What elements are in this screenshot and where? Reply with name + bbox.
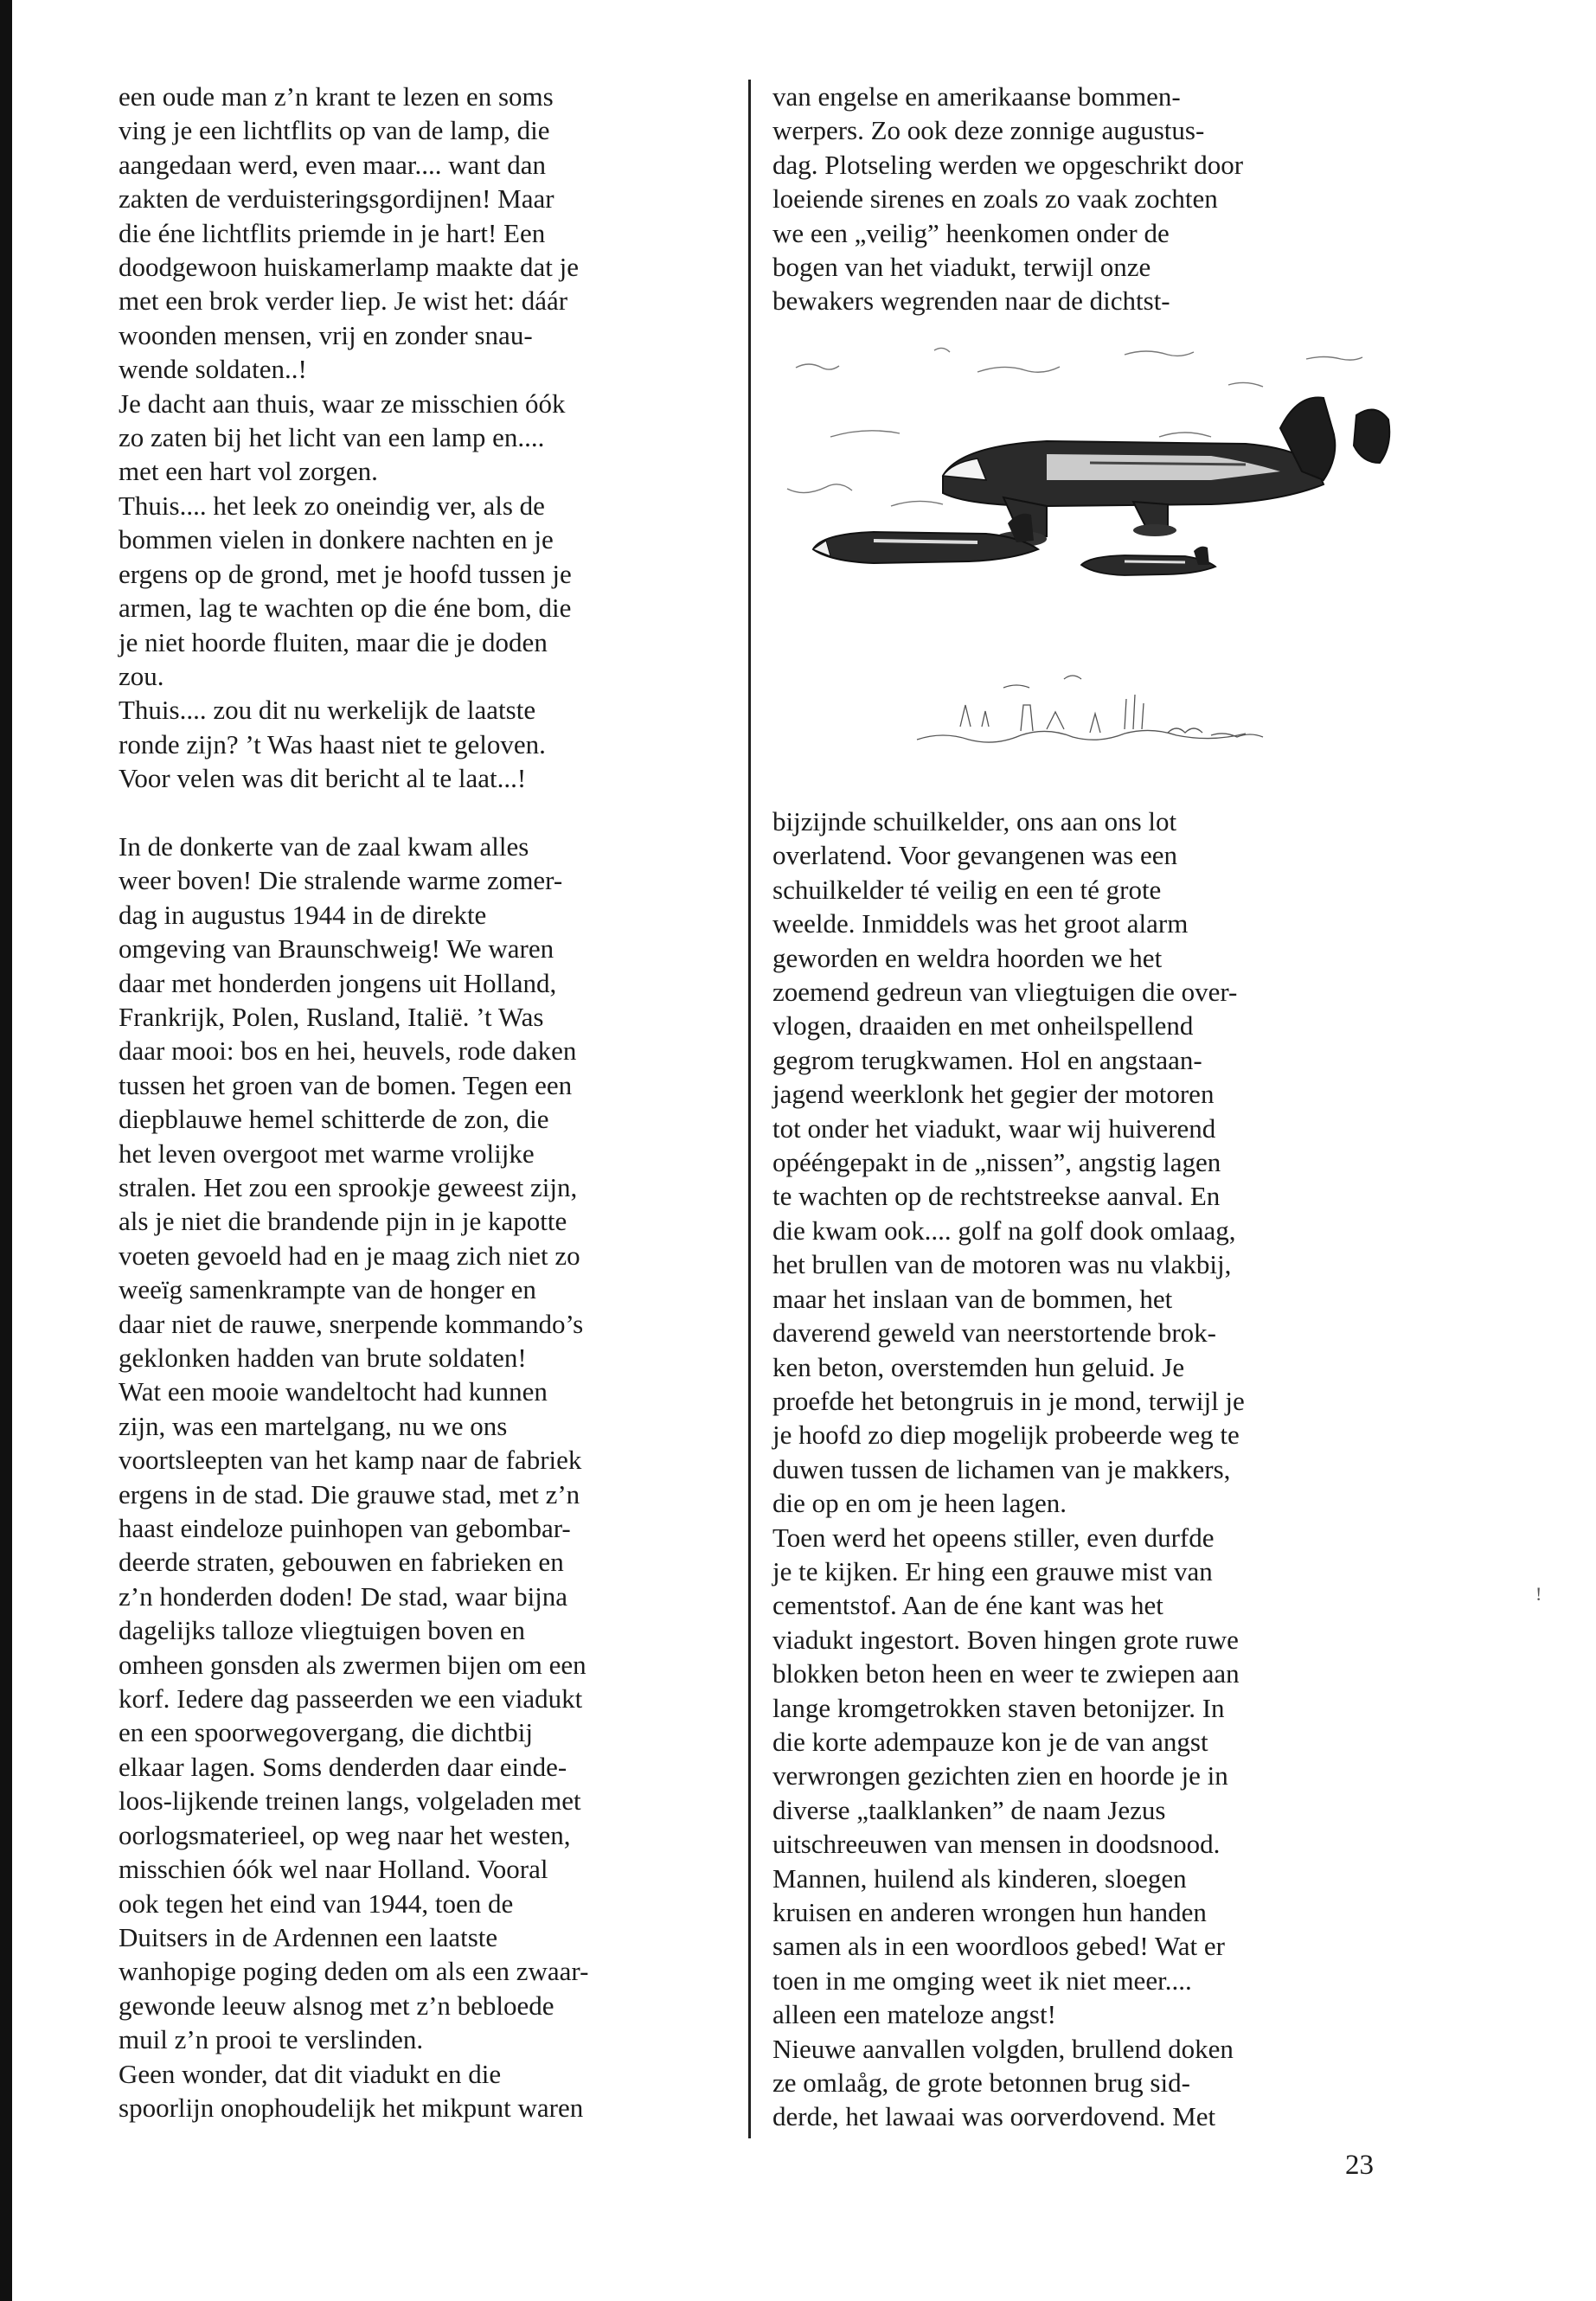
text-line: z’n honderden doden! De stad, waar bijna [119, 1580, 568, 1612]
text-line: deerde straten, gebouwen en fabrieken en [119, 1547, 564, 1578]
text-line: ook tegen het eind van 1944, toen de [119, 1888, 514, 1919]
text-line: Voor velen was dit bericht al te laat...! [119, 763, 527, 794]
text-line: opééngepakt in de „nissen”, angstig lagen [772, 1147, 1221, 1178]
page-number: 23 [1345, 2150, 1374, 2181]
text-line: ving je een lichtflits op van de lamp, die [119, 115, 550, 146]
scan-edge [0, 0, 12, 2301]
text-line: werpers. Zo ook deze zonnige augustus- [772, 115, 1205, 146]
text-line: spoorlijn onophoudelijk het mikpunt waren [119, 2092, 584, 2123]
text-line: en een spoorwegovergang, die dichtbij [119, 1717, 533, 1748]
text-line: loos-lijkende treinen langs, volgeladen met [119, 1785, 581, 1817]
text-line: korf. Iedere dag passeerden we een viadukt [119, 1683, 583, 1715]
text-line: ergens op de grond, met je hoofd tussen je [119, 558, 572, 589]
text-line: schuilkelder té veilig en een té grote [772, 874, 1162, 905]
text-line: Je dacht aan thuis, waar ze misschien óók [119, 388, 566, 419]
text-line: daar met honderden jongens uit Holland, [119, 967, 557, 998]
text-line: doodgewoon huiskamerlamp maakte dat je [119, 252, 580, 283]
text-line: het brullen van de motoren was nu vlakbij, [772, 1249, 1232, 1280]
text-line: gegrom terugkwamen. Hol en angstaan- [772, 1044, 1202, 1075]
text-line: van engelse en amerikaanse bommen- [772, 81, 1181, 112]
text-line: Wat een mooie wandeltocht had kunnen [119, 1376, 548, 1407]
text-line: tot onder het viadukt, waar wij huiverend [772, 1112, 1216, 1144]
column-rule [748, 80, 751, 2138]
text-line: muil z’n prooi te verslinden. [119, 2024, 424, 2055]
text-line: elkaar lagen. Soms denderden daar einde- [119, 1751, 567, 1782]
text-line: duwen tussen de lichamen van je makkers, [772, 1453, 1231, 1484]
text-line: daar niet de rauwe, snerpende kommando’s [119, 1308, 584, 1339]
text-line: een oude man z’n krant te lezen en soms [119, 81, 554, 112]
bomber-third [1081, 547, 1215, 575]
text-line: maar het inslaan van de bommen, het [772, 1283, 1173, 1314]
text-line: weeïg samenkrampte van de honger en [119, 1274, 536, 1305]
text-line: ken beton, overstemden hun geluid. Je [772, 1351, 1185, 1382]
text-line: die kwam ook.... golf na golf dook omlaag, [772, 1215, 1236, 1246]
text-line: zou. [119, 660, 164, 691]
text-line: jagend weerklonk het gegier der motoren [772, 1079, 1215, 1110]
text-line: we een „veilig” heenkomen onder de [772, 217, 1170, 248]
text-line: aangedaan werd, even maar.... want dan [119, 149, 547, 180]
text-line: dag. Plotseling werden we opgeschrikt door [772, 149, 1244, 180]
text-line: proefde het betongruis in je mond, terwijl je [772, 1385, 1245, 1416]
text-line: haast eindeloze puinhopen van gebombar- [119, 1513, 571, 1544]
text-line: daverend geweld van neerstortende brok- [772, 1317, 1216, 1349]
text-line: gewonde leeuw alsnog met z’n bebloede [119, 1990, 554, 2021]
text-line: wende soldaten..! [119, 354, 307, 385]
text-line: Geen wonder, dat dit viadukt en die [119, 2058, 502, 2089]
text-line: het leven overgoot met warme vrolijke [119, 1138, 535, 1169]
text-line: je te kijken. Er hing een grauwe mist van [772, 1555, 1213, 1586]
text-line: Nieuwe aanvallen volgden, brullend doken [772, 2033, 1234, 2064]
text-line: omgeving van Braunschweig! We waren [119, 933, 554, 965]
text-line: met een brok verder liep. Je wist het: dáár [119, 285, 568, 317]
text-line: weer boven! Die stralende warme zomer- [119, 865, 563, 896]
paragraph-gap [119, 796, 724, 830]
text-line: zoemend gedreun van vliegtuigen die over- [772, 977, 1238, 1008]
text-line: Toen werd het opeens stiller, even durfde [772, 1522, 1215, 1553]
text-line: voeten gevoeld had en je maag zich niet zo [119, 1240, 580, 1271]
text-line: zo zaten bij het licht van een lamp en.... [119, 422, 545, 453]
text-line: toen in me omging weet ik niet meer.... [772, 1965, 1192, 1996]
text-line: uitschreeuwen van mensen in doodsnood. [772, 1829, 1221, 1860]
text-line: die korte adempauze kon je de van angst [772, 1726, 1208, 1757]
text-line: armen, lag te wachten op die éne bom, die [119, 593, 572, 624]
text-line: wanhopige poging deden om als een zwaar- [119, 1956, 589, 1987]
text-line: loeiende sirenes en zoals zo vaak zochten [772, 183, 1218, 215]
text-line: diepblauwe hemel schitterde de zon, die [119, 1104, 549, 1135]
text-line: viadukt ingestort. Boven hingen grote ruwe [772, 1624, 1239, 1655]
text-line: je hoofd zo diep mogelijk probeerde weg te [772, 1420, 1240, 1451]
text-line: ronde zijn? ’t Was haast niet te geloven. [119, 728, 546, 760]
text-line: overlatend. Voor gevangenen was een [772, 840, 1177, 871]
text-line: bewakers wegrenden naar de dichtst- [772, 285, 1170, 317]
margin-mark: ! [1535, 1583, 1542, 1605]
text-line: Thuis.... het leek zo oneindig ver, als de [119, 490, 545, 521]
text-line: diverse „taalklanken” de naam Jezus [772, 1794, 1166, 1825]
text-line: tussen het groen van de bomen. Tegen een [119, 1069, 573, 1100]
text-line: kruisen en anderen wrongen hun handen [772, 1897, 1207, 1927]
text-line: Frankrijk, Polen, Rusland, Italië. ’t Was [119, 1001, 544, 1032]
text-line: die op en om je heen lagen. [772, 1488, 1067, 1519]
text-line: voortsleepten van het kamp naar de fabriek [119, 1445, 582, 1476]
text-line: alleen een mateloze angst! [772, 1999, 1056, 2030]
right-column-bottom [772, 804, 1395, 2134]
text-line: zijn, was een martelgang, nu we ons [119, 1410, 508, 1441]
text-line: bogen van het viadukt, terwijl onze [772, 252, 1151, 283]
text-line: als je niet die brandende pijn in je kapotte [119, 1206, 567, 1237]
text-line: weelde. Inmiddels was het groot alarm [772, 908, 1189, 939]
text-line: geworden en weldra hoorden we het [772, 942, 1163, 973]
text-line: bommen vielen in donkere nachten en je [119, 524, 554, 555]
text-line: geklonken hadden van brute soldaten! [119, 1343, 527, 1374]
text-line: In de donkerte van de zaal kwam alles [119, 830, 529, 862]
text-line: samen als in een woordloos gebed! Wat er [772, 1931, 1225, 1962]
text-line: ergens in de stad. Die grauwe stad, met z’n [119, 1478, 580, 1509]
bomber-illustration [761, 333, 1401, 766]
right-column-top [772, 80, 1395, 318]
text-line: zakten de verduisteringsgordijnen! Maar [119, 183, 554, 215]
text-line: dagelijks talloze vliegtuigen boven en [119, 1615, 526, 1646]
ground-sketch [917, 676, 1263, 742]
text-line: Mannen, huilend als kinderen, sloegen [772, 1862, 1187, 1894]
text-line: bijzijnde schuilkelder, ons aan ons lot [772, 806, 1177, 836]
bomber-second [813, 514, 1038, 563]
text-line: vlogen, draaiden en met onheilspellend [772, 1010, 1194, 1042]
text-line: Duitsers in de Ardennen een laatste [119, 1921, 498, 1952]
text-line: blokken beton heen en weer te zwiepen aan [772, 1658, 1240, 1689]
text-line: die éne lichtflits priemde in je hart! Een [119, 217, 546, 248]
left-column [119, 80, 724, 2125]
text-line: je niet hoorde fluiten, maar die je doden [119, 626, 548, 657]
text-line: met een hart vol zorgen. [119, 456, 378, 487]
text-line: ze omlaåg, de grote betonnen brug sid- [772, 2067, 1190, 2099]
text-line: misschien óók wel naar Holland. Vooral [119, 1854, 548, 1885]
text-line: omheen gonsden als zwermen bijen om een [119, 1649, 586, 1680]
text-line: dag in augustus 1944 in de direkte [119, 899, 487, 930]
text-line: cementstof. Aan de éne kant was het [772, 1590, 1163, 1621]
text-line: verwrongen gezichten zien en hoorde je in [772, 1760, 1228, 1791]
text-line: lange kromgetrokken staven betonijzer. In [772, 1692, 1225, 1723]
text-line: stralen. Het zou een sprookje geweest zijn, [119, 1171, 578, 1202]
text-line: daar mooi: bos en hei, heuvels, rode daken [119, 1035, 577, 1067]
text-line: te wachten op de rechtstreekse aanval. En [772, 1181, 1221, 1212]
text-line: Thuis.... zou dit nu werkelijk de laatste [119, 695, 536, 726]
text-line: derde, het lawaai was oorverdovend. Met [772, 2101, 1216, 2132]
text-line: oorlogsmaterieel, op weg naar het westen, [119, 1819, 571, 1850]
text-line: woonden mensen, vrij en zonder snau- [119, 319, 533, 350]
